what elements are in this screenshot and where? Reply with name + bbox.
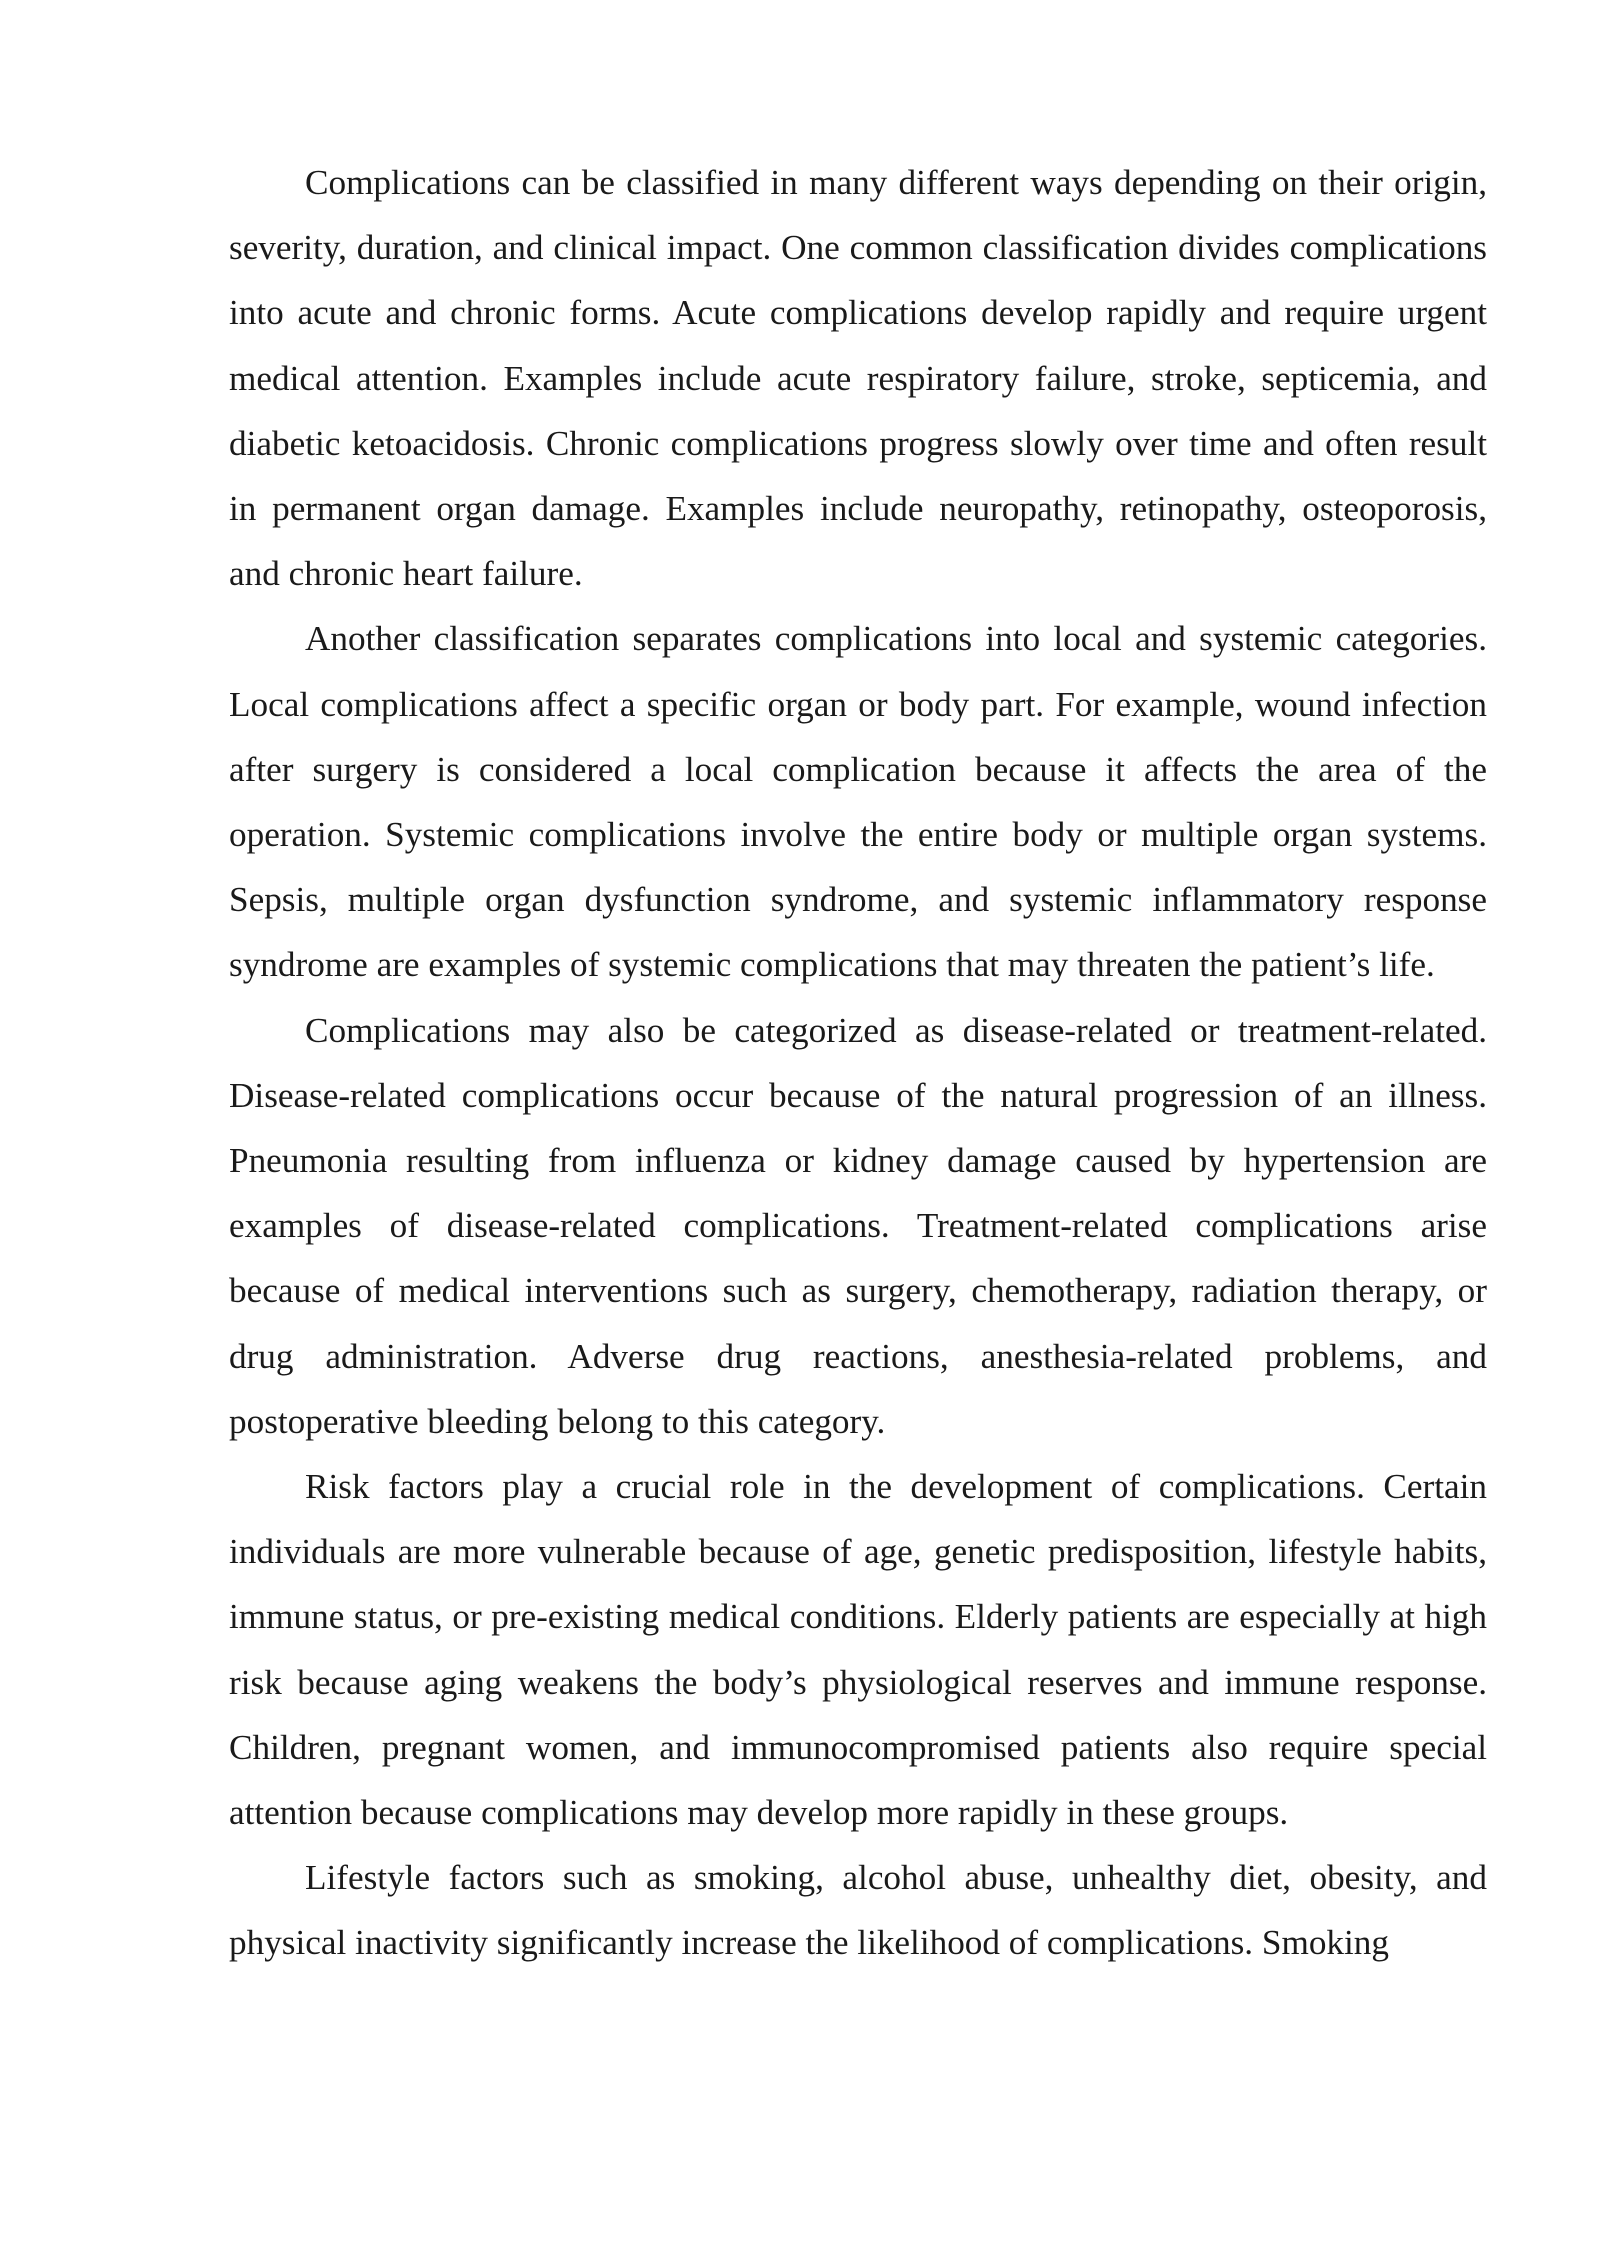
paragraph-local-systemic: Another classification separates complications into local and systemic categories. Local complications affect a specific organ or body part. For example, wound infection after surgery is considered a local complication because it affects the area of the operation. Systemic complications involve the entire body or multiple organ systems. Sepsis, multiple organ dysfunction syndrome, and systemic inflammatory response syndrome are examples of systemic complications that may threaten the patient’s life.	[229, 619, 1487, 985]
paragraph-lifestyle-factors: Lifestyle factors such as smoking, alcohol abuse, unhealthy diet, obesity, and physical inactivity significantly increase the likelihood of complications. Smoking	[229, 1858, 1487, 1963]
document-body	[229, 150, 1487, 1976]
paragraph-disease-treatment-related: Complications may also be categorized as disease-related or treatment-related. Disease-related complications occur because of the natural progression of an illness. Pneumonia resulting from influenza or kidney damage caused by hypertension are examples of disease-related complications. Treatment-related complications arise because of medical interventions such as surgery, chemotherapy, radiation therapy, or drug administration. Adverse drug reactions, anesthesia-related problems, and postoperative bleeding belong to this category.	[229, 1010, 1487, 1441]
paragraph-classification-acute-chronic: Complications can be classified in many different ways depending on their origin, severity, duration, and clinical impact. One common classification divides complications into acute and chronic forms. Acute complications develop rapidly and require urgent medical attention. Examples include acute respiratory failure, stroke, septicemia, and diabetic ketoacidosis. Chronic complications progress slowly over time and often result in permanent organ damage. Examples include neuropathy, retinopathy, osteoporosis, and chronic heart failure.	[229, 163, 1487, 594]
paragraph-risk-factors: Risk factors play a crucial role in the development of complications. Certain individuals are more vulnerable because of age, genetic predisposition, lifestyle habits, immune status, or pre-existing medical conditions. Elderly patients are especially at high risk because aging weakens the body’s physiological reserves and immune response. Children, pregnant women, and immunocompromised patients also require special attention because complications may develop more rapidly in these groups.	[229, 1467, 1487, 1833]
